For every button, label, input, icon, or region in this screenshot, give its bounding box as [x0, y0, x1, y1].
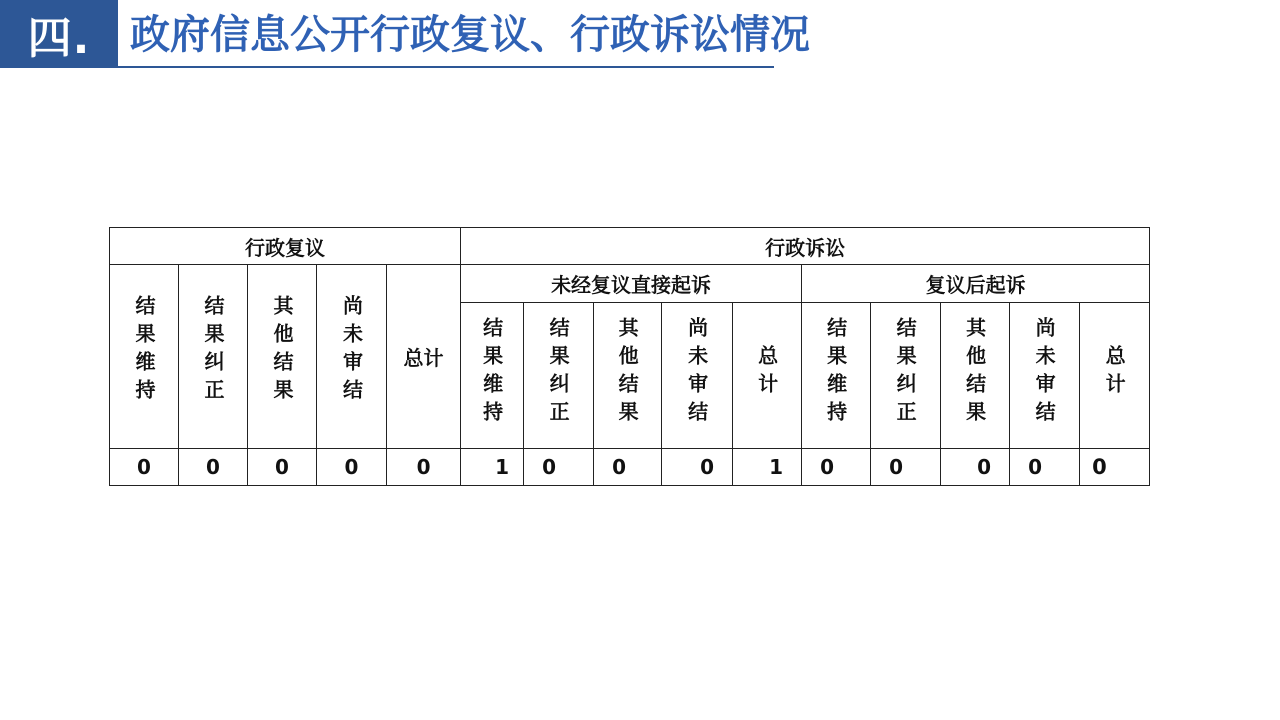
direct-total-header: 总计 — [733, 303, 802, 449]
after-review-suit-header: 复议后起诉 — [802, 265, 1150, 303]
after-review-col-header: 结果维持 — [802, 303, 871, 449]
direct-col-header: 其他结果 — [594, 303, 662, 449]
title-underline — [118, 66, 774, 68]
review-value: 0 — [110, 449, 179, 486]
after-review-value: 0 — [871, 449, 941, 486]
review-col-header: 其他结果 — [248, 265, 317, 449]
after-review-col-header: 尚未审结 — [1010, 303, 1080, 449]
review-col-header: 结果维持 — [110, 265, 179, 449]
review-litigation-table — [109, 227, 1150, 486]
review-value: 0 — [179, 449, 248, 486]
review-total-value: 0 — [387, 449, 461, 486]
litigation-header: 行政诉讼 — [461, 228, 1150, 265]
after-review-total-value: 0 — [1080, 449, 1150, 486]
direct-value: 1 — [461, 449, 524, 486]
after-review-value: 0 — [941, 449, 1010, 486]
values-row — [110, 449, 1150, 486]
after-review-value: 0 — [802, 449, 871, 486]
direct-col-header: 结果维持 — [461, 303, 524, 449]
review-total-header: 总计 — [387, 265, 461, 449]
page-title: 政府信息公开行政复议、行政诉讼情况 — [130, 12, 810, 58]
after-review-total-header: 总计 — [1080, 303, 1150, 449]
review-header: 行政复议 — [110, 228, 461, 265]
after-review-value: 0 — [1010, 449, 1080, 486]
direct-col-header: 结果纠正 — [524, 303, 594, 449]
direct-suit-header: 未经复议直接起诉 — [461, 265, 802, 303]
review-col-header: 尚未审结 — [317, 265, 387, 449]
review-col-header: 结果纠正 — [179, 265, 248, 449]
after-review-col-header: 其他结果 — [941, 303, 1010, 449]
review-value: 0 — [317, 449, 387, 486]
direct-total-value: 1 — [733, 449, 802, 486]
direct-value: 0 — [524, 449, 594, 486]
section-number-badge: 四. — [0, 0, 118, 68]
direct-value: 0 — [662, 449, 733, 486]
review-value: 0 — [248, 449, 317, 486]
after-review-col-header: 结果纠正 — [871, 303, 941, 449]
direct-value: 0 — [594, 449, 662, 486]
direct-col-header: 尚未审结 — [662, 303, 733, 449]
